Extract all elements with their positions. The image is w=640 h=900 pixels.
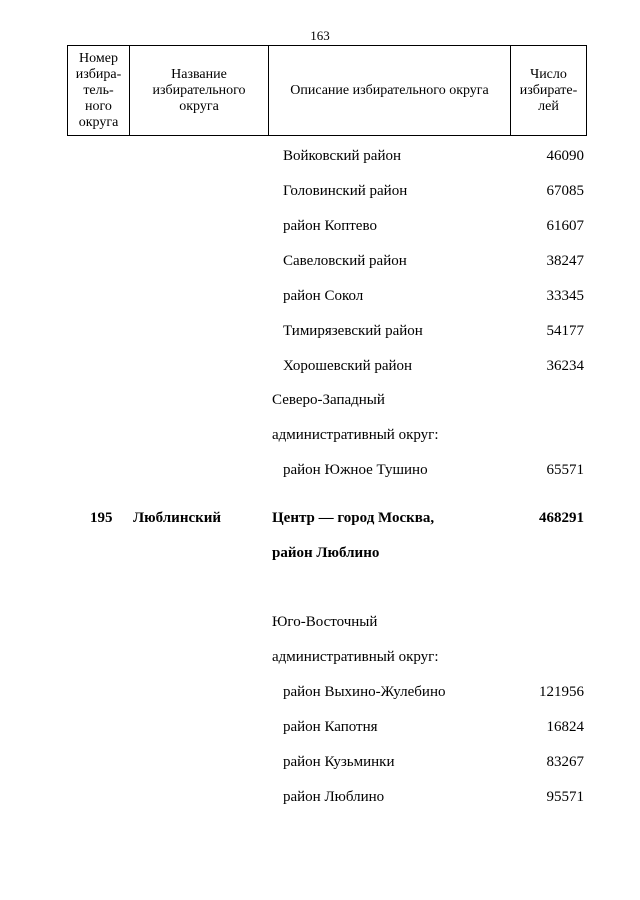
district-name: район Кузьминки xyxy=(283,754,395,770)
district-name: район Выхино-Жулебино xyxy=(283,684,446,700)
district-name: район Люблино xyxy=(283,789,385,805)
page-number: 163 xyxy=(310,28,330,43)
voter-count: 36234 xyxy=(546,358,584,374)
okrug-subtitle: административный округ: xyxy=(272,649,439,665)
district-name: район Сокол xyxy=(283,288,364,304)
table-header xyxy=(67,45,587,136)
district-number: 195 xyxy=(90,510,113,526)
voter-count: 65571 xyxy=(546,462,584,478)
district-title: Люблинский xyxy=(133,510,222,526)
okrug-title: Юго-Восточный xyxy=(272,614,378,630)
okrug-subtitle: административный округ: xyxy=(272,427,439,443)
header-name: Название избирательного округа xyxy=(130,46,269,136)
district-name: Хорошевский район xyxy=(283,358,413,374)
district-name: район Коптево xyxy=(283,218,377,234)
district-center: Центр — город Москва, xyxy=(272,510,435,526)
voter-count: 83267 xyxy=(546,754,584,770)
district-name: Савеловский район xyxy=(283,253,407,269)
header-description: Описание избирательного округа xyxy=(269,46,511,136)
voter-count: 54177 xyxy=(546,323,584,339)
district-name: район Южное Тушино xyxy=(283,462,428,478)
header-voters: Число избирате- лей xyxy=(511,46,587,136)
district-total: 468291 xyxy=(539,510,584,526)
district-name: Войковский район xyxy=(283,148,402,164)
district-center-continued: район Люблино xyxy=(272,545,380,561)
voter-count: 61607 xyxy=(546,218,584,234)
district-name: Тимирязевский район xyxy=(283,323,423,339)
voter-count: 67085 xyxy=(546,183,584,199)
voter-count: 95571 xyxy=(546,789,584,805)
voter-count: 33345 xyxy=(546,288,584,304)
header-number: Номер избира- тель- ного округа xyxy=(68,46,130,136)
okrug-title: Северо-Западный xyxy=(272,392,385,408)
voter-count: 16824 xyxy=(546,719,584,735)
district-name: район Капотня xyxy=(283,719,378,735)
district-name: Головинский район xyxy=(283,183,408,199)
voter-count: 121956 xyxy=(539,684,584,700)
voter-count: 46090 xyxy=(546,148,584,164)
voter-count: 38247 xyxy=(546,253,584,269)
